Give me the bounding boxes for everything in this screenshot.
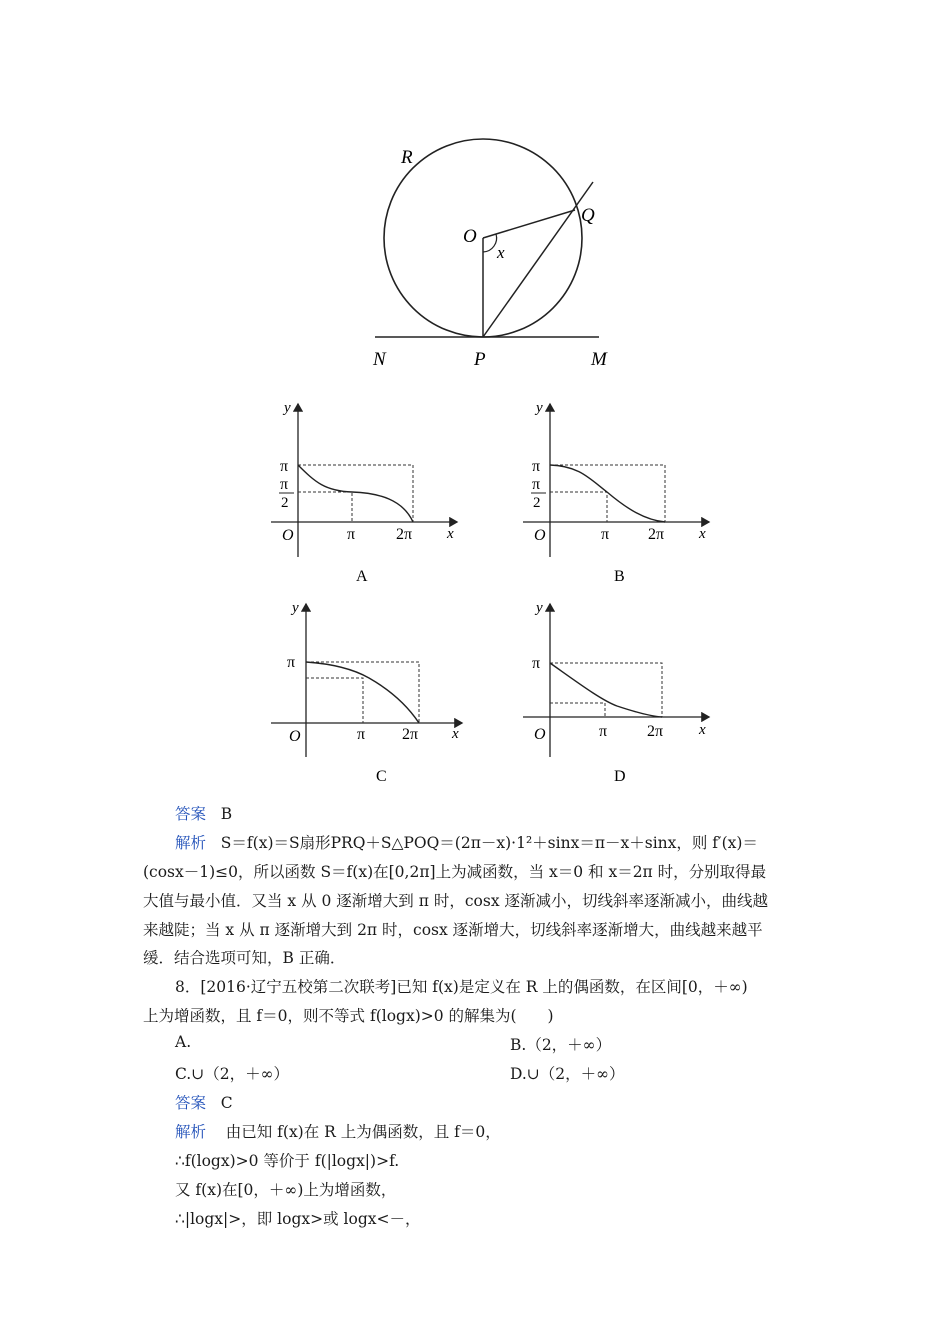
x-label: x — [447, 526, 454, 542]
label-o: O — [463, 226, 477, 247]
y-label: y — [536, 400, 543, 416]
graph-c — [265, 592, 475, 792]
x-tick-pi: π — [599, 723, 608, 740]
x-tick-2pi: 2π — [402, 726, 419, 743]
q7-analysis-line-5: 缓．结合选项可知，B 正确． — [143, 949, 346, 967]
graph-a — [265, 392, 475, 592]
y-tick-pi: π — [532, 655, 541, 672]
x-tick-2pi: 2π — [396, 526, 413, 543]
y-label: y — [292, 600, 299, 616]
label-n: N — [373, 349, 386, 370]
label-m: M — [591, 349, 607, 370]
caption: B — [614, 568, 625, 585]
q7-answer-label: 答案 — [175, 805, 207, 823]
x-tick-2pi: 2π — [648, 526, 665, 543]
q8-sol1: 由已知 f(x)在 R 上为偶函数，且 f＝0， — [225, 1123, 501, 1141]
q7-answer: B — [220, 805, 233, 823]
dashed-guides — [550, 663, 662, 717]
q7-analysis-line-1 — [175, 831, 758, 853]
origin-label: O — [534, 527, 546, 544]
x-label: x — [699, 722, 706, 738]
x-tick-pi: π — [347, 526, 356, 543]
y-tick-half-num: π — [532, 476, 541, 493]
x-tick-2pi: 2π — [647, 723, 664, 740]
x-label: x — [699, 526, 706, 542]
q7-analysis-line-3: 大值与最小值．又当 x 从 0 逐渐增大到 π 时，cosx 逐渐减小，切线斜率逐渐减小，曲线越 — [143, 892, 768, 910]
origin-label: O — [534, 726, 546, 743]
y-tick-pi: π — [532, 458, 541, 475]
graph-d — [517, 592, 727, 792]
q8-option-c: C.∪（2，＋∞） — [175, 1065, 289, 1083]
graph-b — [517, 392, 727, 592]
origin-label: O — [289, 728, 301, 745]
dashed-guides — [550, 465, 665, 522]
label-x: x — [497, 243, 505, 262]
y-tick-half-num: π — [280, 476, 289, 493]
q8-analysis-line-2: ∴f(logx)>0 等价于 f(|logx|)>f. — [175, 1152, 400, 1170]
q8-analysis-line-3: 又 f(x)在[0，＋∞)上为增函数， — [175, 1181, 397, 1199]
radius-oq — [483, 210, 575, 238]
q8-stem-line-1: 8．[2016·辽宁五校第二次联考]已知 f(x)是定义在 R 上的偶函数，在区间[0，＋∞) — [175, 978, 748, 996]
q8-analysis-line-4: ∴|logx|>，即 logx>或 logx<－， — [175, 1210, 421, 1228]
y-tick-half-den: 2 — [281, 495, 289, 511]
label-q: Q — [581, 205, 595, 226]
curve — [298, 465, 413, 522]
q7-analysis-line-4: 来越陡；当 x 从 π 逐渐增大到 2π 时，cosx 逐渐增大，切线斜率逐渐增大，曲线越来越平 — [143, 921, 763, 939]
q7-analysis-line-2: (cosx－1)≤0，所以函数 S＝f(x)在[0,2π]上为减函数，当 x＝0 和 x＝2π 时，分别取得最 — [143, 863, 767, 881]
q8-answer: C — [220, 1094, 233, 1112]
q8-stem-line-2: 上为增函数，且 f＝0，则不等式 f(logx)>0 的解集为( ) — [143, 1007, 554, 1025]
x-tick-pi: π — [357, 726, 366, 743]
y-tick-pi: π — [280, 458, 289, 475]
y-label: y — [536, 600, 543, 616]
curve — [550, 663, 662, 717]
caption: D — [614, 768, 626, 785]
caption: C — [376, 768, 387, 785]
label-p: P — [474, 349, 486, 370]
q8-analysis-label: 解析 — [175, 1123, 207, 1141]
circle-figure — [355, 125, 625, 375]
q8-answer-line — [175, 1091, 233, 1113]
y-tick-pi: π — [287, 654, 296, 671]
q7-answer-line — [175, 802, 232, 824]
q8-analysis-line-1 — [175, 1120, 501, 1142]
q8-option-a: A. — [175, 1033, 192, 1051]
dashed-guides — [298, 465, 413, 522]
label-r: R — [401, 147, 413, 168]
y-label: y — [284, 400, 291, 416]
q8-option-d: D.∪（2，＋∞） — [510, 1065, 625, 1083]
q8-option-b: B.（2，＋∞） — [510, 1036, 612, 1054]
x-tick-pi: π — [601, 526, 610, 543]
q7-line1: S＝f(x)＝S扇形PRQ＋S△POQ＝(2π－x)·1²＋sinx＝π－x＋sinx，则 f′(x)＝ — [220, 834, 758, 852]
dashed-guides — [306, 662, 419, 723]
caption: A — [356, 568, 368, 585]
q8-answer-label: 答案 — [175, 1094, 207, 1112]
q7-analysis-label: 解析 — [175, 834, 207, 852]
origin-label: O — [282, 527, 294, 544]
y-tick-half-den: 2 — [533, 495, 541, 511]
curve — [550, 465, 665, 522]
x-label: x — [452, 726, 459, 742]
